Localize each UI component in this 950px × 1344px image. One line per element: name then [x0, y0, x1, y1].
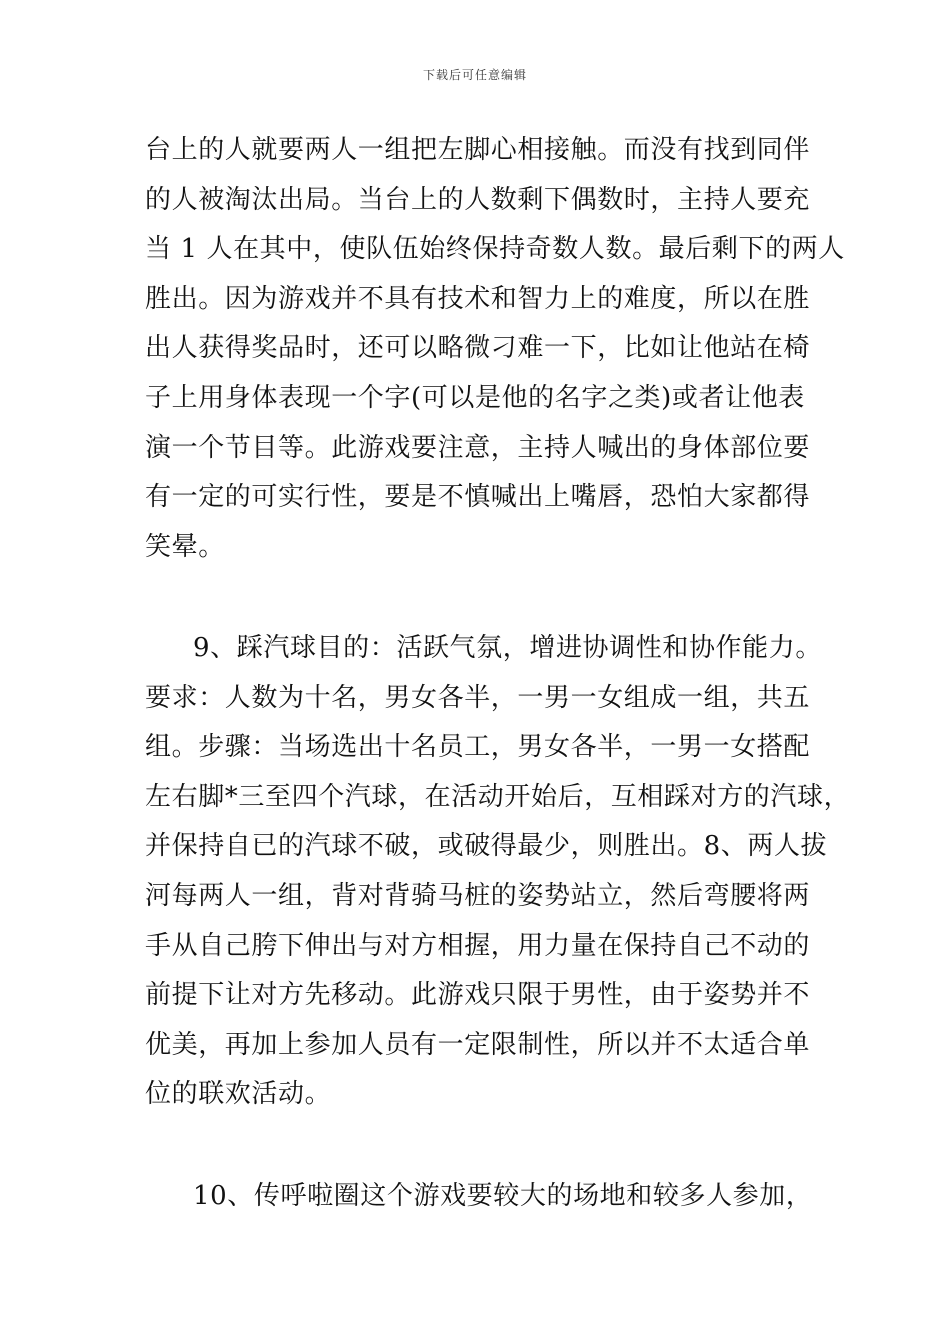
paragraph-2-line-1: 9、踩汽球目的：活跃气氛，增进协调性和协作能力。	[193, 633, 822, 663]
paragraph-3-line-1: 10、传呼啦圈这个游戏要较大的场地和较多人参加，	[193, 1181, 813, 1211]
paragraph-1-line-6: 子上用身体表现一个字(可以是他的名字之类)或者让他表	[145, 383, 805, 413]
paragraph-1-line-9: 笑晕。	[145, 532, 225, 562]
paragraph-2-line-9: 优美，再加上参加人员有一定限制性，所以并不太适合单	[145, 1030, 811, 1060]
paragraph-2-line-3: 组。步骤：当场选出十名员工，男女各半，一男一女搭配	[145, 732, 811, 762]
paragraph-2-line-8: 前提下让对方先移动。此游戏只限于男性，由于姿势并不	[145, 980, 811, 1010]
paragraph-2-line-10: 位的联欢活动。	[145, 1079, 332, 1109]
paragraph-1-line-3: 当 1 人在其中，使队伍始终保持奇数人数。最后剩下的两人	[145, 234, 845, 264]
paragraph-2-line-2: 要求：人数为十名，男女各半，一男一女组成一组，共五	[145, 683, 811, 713]
page-header: 下载后可任意编辑	[422, 68, 527, 82]
paragraph-1-line-5: 出人获得奖品时，还可以略微刁难一下，比如让他站在椅	[145, 333, 811, 363]
paragraph-1-line-1: 台上的人就要两人一组把左脚心相接触。而没有找到同伴	[145, 135, 811, 165]
paragraph-2-line-4: 左右脚*三至四个汽球，在活动开始后，互相踩对方的汽球，	[145, 782, 851, 812]
paragraph-2-line-5: 并保持自已的汽球不破，或破得最少，则胜出。8、两人拔	[145, 831, 828, 861]
paragraph-1-line-8: 有一定的可实行性，要是不慎喊出上嘴唇，恐怕大家都得	[145, 482, 811, 512]
paragraph-2-line-7: 手从自己胯下伸出与对方相握，用力量在保持自己不动的	[145, 931, 811, 961]
paragraph-1-line-2: 的人被淘汰出局。当台上的人数剩下偶数时，主持人要充	[145, 185, 811, 215]
paragraph-2-line-6: 河每两人一组，背对背骑马桩的姿势站立，然后弯腰将两	[145, 881, 811, 911]
paragraph-1-line-7: 演一个节目等。此游戏要注意，主持人喊出的身体部位要	[145, 433, 811, 463]
paragraph-1-line-4: 胜出。因为游戏并不具有技术和智力上的难度，所以在胜	[145, 284, 811, 314]
